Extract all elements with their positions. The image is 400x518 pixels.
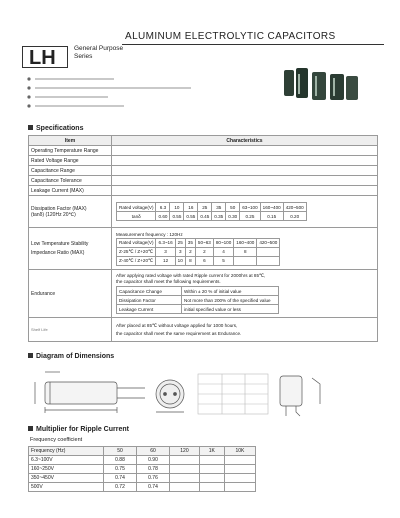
endurance-item: Capacitance Change <box>117 287 182 296</box>
dissipation-value-cell: 0.25 <box>240 212 260 221</box>
ripple-cell-value <box>224 456 255 465</box>
capacitor-photo <box>282 66 362 104</box>
low-temp-cell-value: 6 <box>195 256 213 265</box>
ripple-cell-value <box>199 474 224 483</box>
shelf-line2: the capacitor shall meet the same requirement as Endurance. <box>116 331 242 336</box>
ripple-row-label: 6.3~100V <box>29 456 104 465</box>
dissipation-head-cell: 25 <box>198 203 212 212</box>
value-blank <box>112 186 378 196</box>
ripple-cell-value: 0.72 <box>104 483 137 492</box>
low-temp-head-cell: 160~400 <box>234 238 257 247</box>
ripple-cell-value: 0.74 <box>104 474 137 483</box>
dimension-diagram <box>30 364 350 426</box>
shelf-line1: After placed at 85℃ without voltage applied for 1000 hours, <box>116 323 238 328</box>
endurance-cell <box>112 270 378 318</box>
low-temp-cell <box>112 228 378 270</box>
row-low-temp <box>29 228 112 270</box>
low-temp-table <box>116 238 280 266</box>
dissipation-value-cell: 0.55 <box>184 212 198 221</box>
feature-bullets <box>26 76 206 115</box>
low-temp-head-cell: 50~63 <box>195 238 213 247</box>
shelf-cell <box>112 318 378 342</box>
dissipation-value-cell: 0.15 <box>260 212 283 221</box>
specifications-heading: Specifications <box>28 125 83 132</box>
endurance-line1: After applying rated voltage with rated Ripple current for 2000hrs at 85℃, <box>116 273 266 278</box>
dissipation-cell <box>112 196 378 228</box>
dissipation-head-cell: 420~500 <box>283 203 306 212</box>
low-temp-label1: Low Temperature Stability <box>31 241 89 247</box>
col-characteristics: Characteristics <box>112 136 378 146</box>
dissipation-head-cell: 35 <box>212 203 226 212</box>
row-capacitance-tolerance: Capacitance Tolerance <box>29 176 112 186</box>
measurement-frequency: Measurement frequency : 120Hz <box>116 231 183 237</box>
dissipation-label2: (tanδ) (120Hz 20℃) <box>31 211 76 218</box>
low-temp-row-label: Z-25℃ / Z+20℃ <box>117 247 156 256</box>
page-title: ALUMINUM ELECTROLYTIC CAPACITORS <box>125 31 336 42</box>
low-temp-label2: Impedance Ratio (MAX) <box>31 250 85 256</box>
ripple-cell-value <box>170 456 200 465</box>
dissipation-head-cell: 160~400 <box>260 203 283 212</box>
ripple-head-cell: 120 <box>170 447 200 456</box>
dissipation-value-cell: 0.35 <box>212 212 226 221</box>
endurance-value: Within ± 20 % of initial value <box>182 287 279 296</box>
ripple-row-label: 500V <box>29 483 104 492</box>
dissipation-head-cell: 6.3 <box>156 203 170 212</box>
ripple-cell-value: 0.75 <box>104 465 137 474</box>
dissipation-head-cell: 10 <box>170 203 184 212</box>
ripple-row-label: 160~250V <box>29 465 104 474</box>
ripple-cell-value <box>199 456 224 465</box>
series-subtitle <box>74 45 123 61</box>
series-code: LH <box>22 46 68 68</box>
ripple-cell-value <box>199 465 224 474</box>
ripple-cell-value <box>170 465 200 474</box>
dissipation-head-label: Rated voltage(V) <box>117 203 156 212</box>
ripple-heading: Multiplier for Ripple Current <box>28 426 129 433</box>
dissipation-value-label: tanδ <box>117 212 156 221</box>
value-blank <box>112 166 378 176</box>
low-temp-cell-value: 4 <box>213 247 233 256</box>
endurance-table <box>116 286 279 314</box>
low-temp-cell-value <box>234 256 257 265</box>
dissipation-value-cell: 0.45 <box>198 212 212 221</box>
value-blank <box>112 156 378 166</box>
low-temp-cell-value: 10 <box>175 256 185 265</box>
ripple-cell-value <box>199 483 224 492</box>
subtitle-line2: Series <box>74 53 93 60</box>
feature-bullet-lines <box>26 76 206 110</box>
low-temp-cell-value: 12 <box>156 256 175 265</box>
low-temp-row-label: Z-40℃ / Z+20℃ <box>117 256 156 265</box>
row-leakage-current: Leakage Current (MAX) <box>29 186 112 196</box>
low-temp-head-cell: 420~500 <box>257 238 280 247</box>
ripple-cell-value: 0.74 <box>137 483 170 492</box>
ripple-cell-value <box>224 474 255 483</box>
endurance-line2: the capacitor shall meet the following requirements. <box>116 279 221 284</box>
row-shelf-life: Shelf Life <box>29 318 112 342</box>
col-item: Item <box>29 136 112 146</box>
low-temp-cell-value: 5 <box>213 256 233 265</box>
dissipation-table <box>116 202 307 221</box>
low-temp-head-cell: 80~100 <box>213 238 233 247</box>
row-dissipation <box>29 196 112 228</box>
title-rule <box>122 44 384 45</box>
dissipation-label1: Dissipation Factor (MAX) <box>31 205 87 212</box>
dissipation-value-cell: 0.55 <box>170 212 184 221</box>
dissipation-value-cell: 0.60 <box>156 212 170 221</box>
specifications-table <box>28 135 378 342</box>
subtitle-line1: General Purpose <box>74 45 124 52</box>
ripple-head-label: Frequency (Hz) <box>29 447 104 456</box>
ripple-cell-value <box>170 483 200 492</box>
ripple-cell-value: 0.88 <box>104 456 137 465</box>
low-temp-cell-value: 2 <box>195 247 213 256</box>
dissipation-head-cell: 50 <box>226 203 240 212</box>
ripple-cell-value <box>224 465 255 474</box>
low-temp-cell-value: 3 <box>175 247 185 256</box>
dissipation-head-cell: 16 <box>184 203 198 212</box>
ripple-head-cell: 1K <box>199 447 224 456</box>
row-operating-temp: Operating Temperature Range <box>29 146 112 156</box>
dissipation-head-cell: 63~100 <box>240 203 260 212</box>
dissipation-value-cell: 0.20 <box>283 212 306 221</box>
value-blank <box>112 146 378 156</box>
low-temp-cell-value: 8 <box>234 247 257 256</box>
low-temp-cell-value: 2 <box>185 247 195 256</box>
row-capacitance-range: Capacitance Range <box>29 166 112 176</box>
low-temp-cell-value: 8 <box>185 256 195 265</box>
low-temp-head-label: Rated voltage(V) <box>117 238 156 247</box>
endurance-value: Not more than 200% of the specified value <box>182 296 279 305</box>
low-temp-cell-value: 3 <box>156 247 175 256</box>
ripple-cell-value <box>224 483 255 492</box>
ripple-row-label: 350~450V <box>29 474 104 483</box>
low-temp-cell-value <box>257 256 280 265</box>
dimensions-heading: Diagram of Dimensions <box>28 353 114 360</box>
endurance-item: Leakage Current <box>117 305 182 314</box>
ripple-cell-value: 0.90 <box>137 456 170 465</box>
dissipation-value-cell: 0.30 <box>226 212 240 221</box>
endurance-value: initial specified value or less <box>182 305 279 314</box>
ripple-cell-value: 0.78 <box>137 465 170 474</box>
row-rated-voltage: Rated Voltage Range <box>29 156 112 166</box>
ripple-cell-value: 0.76 <box>137 474 170 483</box>
ripple-subtitle: Frequency coefficient <box>30 437 83 443</box>
low-temp-head-cell: 6.3~16 <box>156 238 175 247</box>
ripple-head-cell: 50 <box>104 447 137 456</box>
endurance-item: Dissipation Factor <box>117 296 182 305</box>
ripple-cell-value <box>170 474 200 483</box>
low-temp-cell-value <box>257 247 280 256</box>
ripple-head-cell: 60 <box>137 447 170 456</box>
value-blank <box>112 176 378 186</box>
row-endurance: Endurance <box>29 270 112 318</box>
ripple-table <box>28 446 256 492</box>
ripple-head-cell: 10K <box>224 447 255 456</box>
low-temp-head-cell: 25 <box>175 238 185 247</box>
low-temp-head-cell: 35 <box>185 238 195 247</box>
